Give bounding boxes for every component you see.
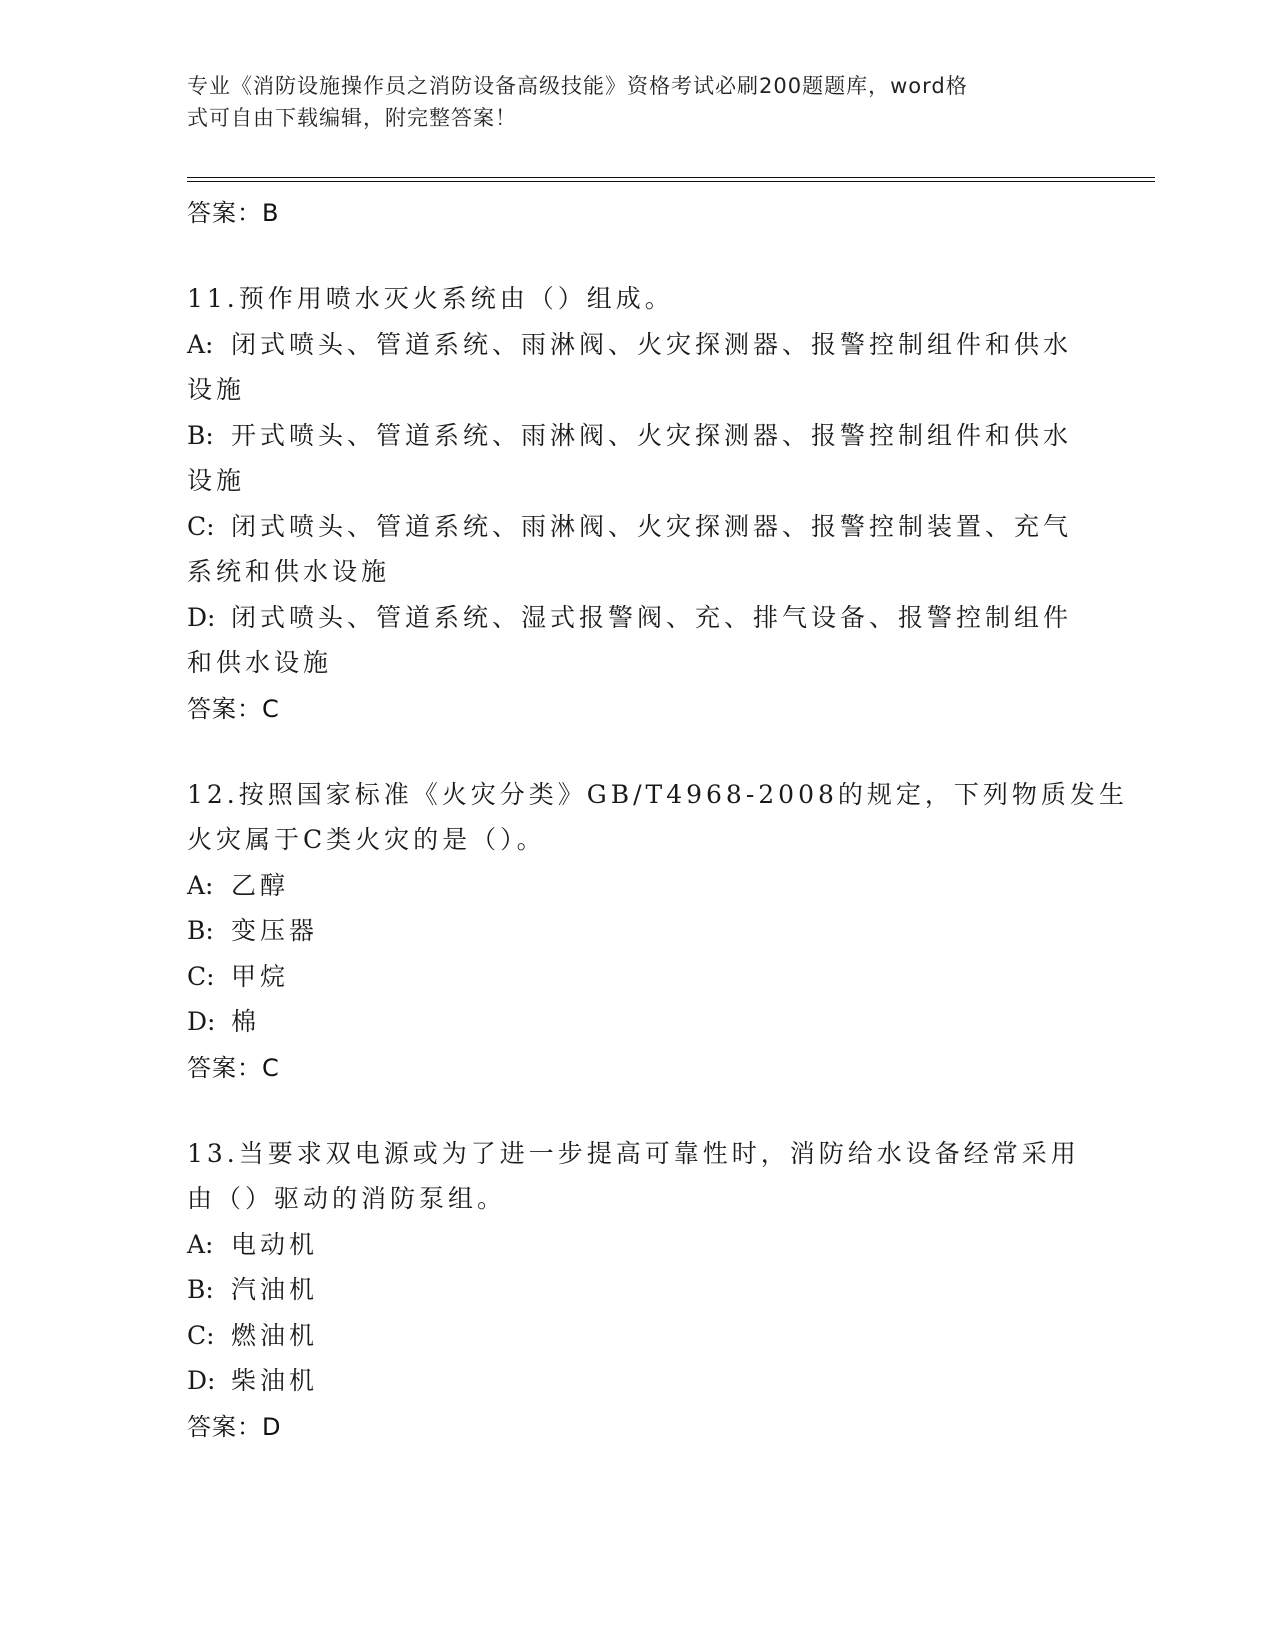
page-header xyxy=(187,70,1067,134)
option-text: 汽油机 xyxy=(231,1275,319,1304)
question-text: 11.预作用喷水灭火系统由（）组成。 xyxy=(187,284,674,313)
option-a xyxy=(187,322,1087,413)
question-text: 12.按照国家标准《火灾分类》GB/T4968-2008的规定，下列物质发生 xyxy=(187,779,1128,809)
option-text: 闭式喷头、管道系统、雨淋阀、火灾探测器、报警控制组件和供水 xyxy=(231,329,1073,359)
option-letter: D: xyxy=(187,1007,216,1036)
question-block xyxy=(187,772,1128,1091)
option-text: 电动机 xyxy=(231,1229,319,1259)
option-letter: C: xyxy=(187,1320,215,1350)
option-b xyxy=(187,1267,1087,1313)
option-text: 开式喷头、管道系统、雨淋阀、火灾探测器、报警控制组件和供水 xyxy=(231,420,1073,450)
option-a xyxy=(187,1222,1087,1268)
option-text: 燃油机 xyxy=(231,1320,319,1350)
option-letter: C: xyxy=(187,511,215,541)
option-d xyxy=(187,999,1087,1045)
option-letter: B: xyxy=(187,420,214,450)
option-text: 闭式喷头、管道系统、雨淋阀、火灾探测器、报警控制装置、充气 xyxy=(231,511,1073,541)
option-letter: A: xyxy=(187,1229,214,1259)
option-d xyxy=(187,1358,1087,1404)
option-c xyxy=(187,504,1087,595)
answer-line: 答案：C xyxy=(187,694,280,723)
option-c xyxy=(187,1313,1087,1359)
option-text: 柴油机 xyxy=(231,1366,319,1395)
option-letter: C: xyxy=(187,961,215,991)
header-line-2: 式可自由下载编辑，附完整答案！ xyxy=(187,106,517,130)
option-letter: D: xyxy=(187,1366,216,1395)
option-text-continued: 系统和供水设施 xyxy=(187,557,391,586)
option-letter: D: xyxy=(187,602,216,632)
option-text: 变压器 xyxy=(231,916,319,945)
option-text: 棉 xyxy=(231,1007,261,1036)
answer-line: 答案：B xyxy=(187,199,280,227)
option-d xyxy=(187,595,1087,686)
option-b xyxy=(187,413,1087,504)
document-body xyxy=(187,190,1128,1450)
option-a xyxy=(187,863,1087,909)
question-text-continued: 由（）驱动的消防泵组。 xyxy=(187,1184,507,1213)
option-text-continued: 设施 xyxy=(187,375,246,404)
answer-line: 答案：D xyxy=(187,1412,282,1441)
option-text: 乙醇 xyxy=(231,870,290,900)
option-c xyxy=(187,954,1087,1000)
option-letter: A: xyxy=(187,329,214,359)
question-block xyxy=(187,276,1087,732)
option-text-continued: 设施 xyxy=(187,466,246,495)
option-letter: B: xyxy=(187,1275,214,1304)
question-block xyxy=(187,1131,1087,1450)
option-text: 甲烷 xyxy=(231,961,290,991)
question-text-continued: 火灾属于C类火灾的是（）。 xyxy=(187,825,546,854)
option-text: 闭式喷头、管道系统、湿式报警阀、充、排气设备、报警控制组件 xyxy=(231,602,1073,632)
header-divider xyxy=(187,177,1155,182)
answer-line: 答案：C xyxy=(187,1053,280,1082)
option-b xyxy=(187,908,1087,954)
option-text-continued: 和供水设施 xyxy=(187,648,333,677)
question-text: 13.当要求双电源或为了进一步提高可靠性时，消防给水设备经常采用 xyxy=(187,1138,1080,1168)
option-letter: B: xyxy=(187,916,214,945)
header-line-1: 专业《消防设施操作员之消防设备高级技能》资格考试必刷200题题库，word格 xyxy=(187,74,968,98)
option-letter: A: xyxy=(187,870,214,900)
